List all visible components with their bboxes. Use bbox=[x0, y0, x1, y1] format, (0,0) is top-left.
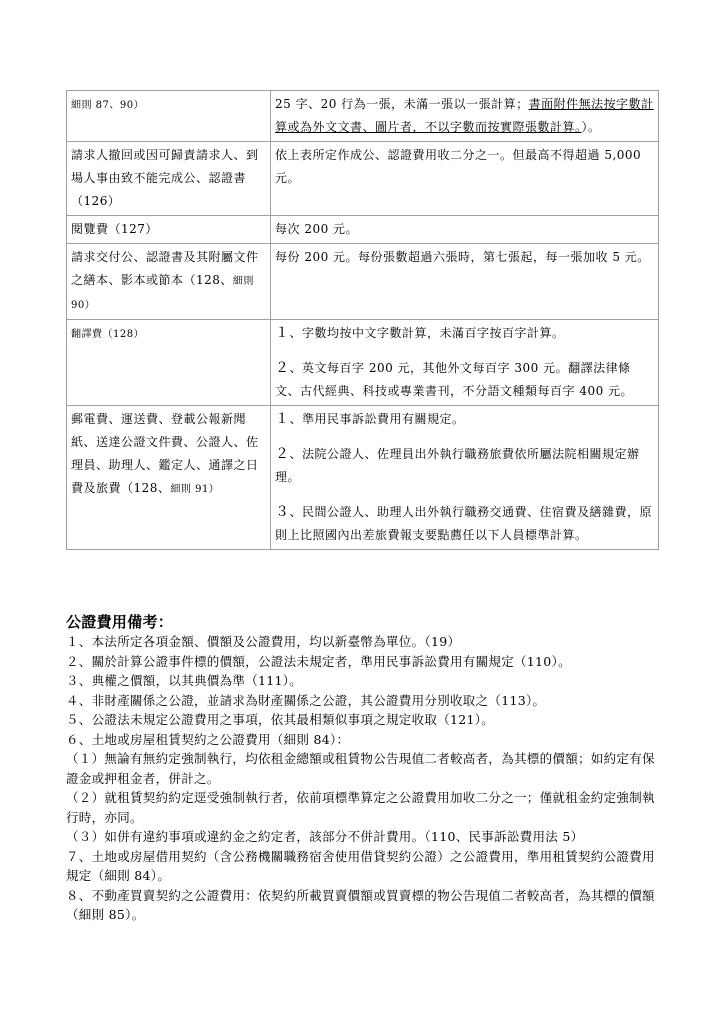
table-row bbox=[67, 91, 659, 142]
remark-item: ３、典權之價額，以其典價為準（111）。 bbox=[66, 673, 303, 688]
remark-item: ８、不動產買賣契約之公證費用：依契約所載買賣價額或買賣標的物公告現值二者較高者，為其標的價額（細則 85）。 bbox=[66, 887, 655, 922]
fee-rule-text: 、準用民事訴訟費用有關規定。 bbox=[289, 412, 465, 426]
table-row bbox=[67, 406, 659, 550]
fee-item-label: 細則 87、90） bbox=[71, 100, 145, 111]
fee-rule-cell bbox=[271, 142, 659, 216]
fee-rule-text: 依上表所定作成公、認證費用收二分之一。但最高不得超過 5,000 元。 bbox=[275, 148, 642, 185]
fee-rule-text: 、字數均按中文字數計算，未滿百字按百字計算。 bbox=[289, 326, 565, 340]
fee-rule-cell bbox=[271, 244, 659, 320]
fee-rule-text: 25 字、20 行為一張，未滿一張以一張計算； bbox=[275, 97, 529, 111]
fee-rule-subitem bbox=[275, 322, 655, 345]
remark-subitem: （２）就租賃契約約定逕受強制執行者，依前項標準算定之公證費用加收二分之一；僅就租金約定強制執行時，亦同。 bbox=[66, 790, 655, 825]
item-number: １ bbox=[275, 325, 290, 341]
item-number: ２ bbox=[275, 446, 290, 462]
remark-subitem: （３）如併有違約事項或違約金之約定者，該部分不併計費用。（110、民事訴訟費用法 5） bbox=[66, 829, 584, 844]
item-number: ３ bbox=[275, 504, 290, 520]
fee-item-label-small: 細則 91） bbox=[170, 484, 220, 495]
fee-rule-text-end: ）。 bbox=[581, 120, 601, 134]
remark-item: ７、土地或房屋借用契約（含公務機關職務宿舍使用借貸契約公證）之公證費用，準用租賃契約公證費用規定（細則 84）。 bbox=[66, 848, 655, 883]
fee-rule-subitem bbox=[275, 357, 655, 403]
fee-item-cell bbox=[67, 216, 271, 244]
fee-item-label: 郵電費、運送費、登載公報新聞紙、送達公證文件費、公證人、佐理員、助理人、鑑定人、通譯之日費及旅費（128、 bbox=[71, 412, 259, 495]
fee-rule-subitem bbox=[275, 501, 655, 547]
fee-item-cell bbox=[67, 244, 271, 320]
fee-rule-cell bbox=[271, 91, 659, 142]
fee-item-cell bbox=[67, 320, 271, 406]
fee-rule-text: 、法院公證人、佐理員出外執行職務旅費依所屬法院相關規定辦理。 bbox=[275, 447, 640, 484]
table-row bbox=[67, 244, 659, 320]
fee-rule-underlined: 書面附件無法按字數計算或為外文文書、圖片者，不以字數而按實際張數計算。 bbox=[275, 97, 654, 134]
item-number: ２ bbox=[275, 360, 290, 376]
fee-item-label: 請求人撤回或因可歸責請求人、到場人事由致不能完成公、認證書（126） bbox=[71, 148, 259, 208]
remarks-heading: 公證費用備考： bbox=[66, 613, 174, 631]
fee-rule-text: 每次 200 元。 bbox=[275, 222, 359, 236]
fee-rule-cell bbox=[271, 320, 659, 406]
fee-table bbox=[66, 90, 659, 550]
table-row bbox=[67, 216, 659, 244]
item-number: １ bbox=[275, 411, 290, 427]
fee-rule-text: 、民間公證人、助理人出外執行職務交通費、住宿費及繕雜費，原則上比照國內出差旅費報支要點薦任以下人員標準計算。 bbox=[275, 505, 653, 542]
fee-rule-subitem bbox=[275, 443, 655, 489]
remark-item: １、本法所定各項金額、價額及公證費用，均以新臺幣為單位。（19） bbox=[66, 634, 461, 649]
remark-item: ６、土地或房屋租賃契約之公證費用（細則 84）： bbox=[66, 731, 350, 747]
fee-item-cell bbox=[67, 406, 271, 550]
fee-item-cell bbox=[67, 142, 271, 216]
remark-subitem: （１）無論有無約定強制執行，均依租金總額或租賃物公告現值二者較高者，為其標的價額；如約定有保證金或押租金者，併計之。 bbox=[66, 751, 655, 786]
fee-rule-text: 、英文每百字 200 元，其他外文每百字 300 元。翻譯法律條文、古代經典、科技或專業書刊，不分語文種類每百字 400 元。 bbox=[275, 361, 634, 398]
fee-rule-cell bbox=[271, 216, 659, 244]
remark-item: ４、非財產關係之公證，並請求為財產關係之公證，其公證費用分別收取之（113）。 bbox=[66, 692, 546, 708]
fee-rule-cell bbox=[271, 406, 659, 550]
remarks-section bbox=[66, 612, 666, 925]
table-row bbox=[67, 142, 659, 216]
fee-item-label: 請求交付公、認證書及其附屬文件之繕本、影本或節本（128、 bbox=[71, 250, 259, 287]
remark-item: ５、公證法未規定公證費用之事項，依其最相類似事項之規定收取（121）。 bbox=[66, 712, 495, 727]
fee-item-label-small: 細則 90） bbox=[71, 276, 254, 311]
fee-item-label: 閱覽費（127） bbox=[71, 222, 158, 236]
fee-rule-text: 每份 200 元。每份張數超過六張時，第七張起，每一張加收 5 元。 bbox=[275, 250, 650, 264]
table-row bbox=[67, 320, 659, 406]
fee-item-cell bbox=[67, 91, 271, 142]
fee-rule-subitem bbox=[275, 408, 655, 431]
fee-item-label: 翻譯費（128） bbox=[71, 329, 145, 340]
remark-item: ２、關於計算公證事件標的價額，公證法未規定者，準用民事訴訟費用有關規定（110）。 bbox=[66, 653, 571, 669]
